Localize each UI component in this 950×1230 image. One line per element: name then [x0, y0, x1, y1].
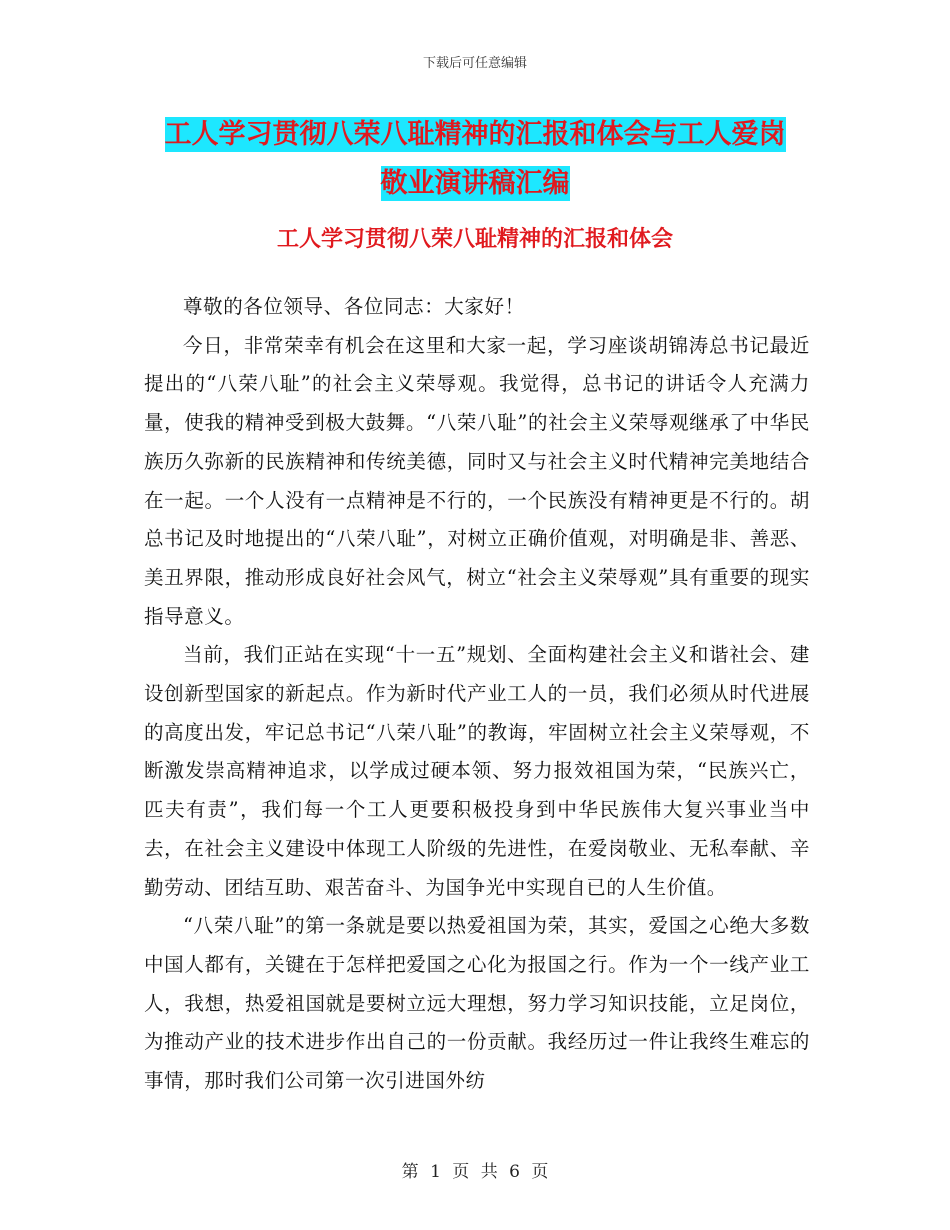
document-title-line-2: 敬业演讲稿汇编 — [380, 168, 570, 199]
page-header-note: 下载后可任意编辑 — [422, 56, 527, 71]
paragraph: “八荣八耻”的第一条就是要以热爱祖国为荣，其实，爱国之心绝大多数中国人都有，关键在于怎样把爱国之心化为报国之行。作为一个一线产业工人，我想，热爱祖国就是要树立远大理想，努力学习知识技能，立足岗位，为推动产业的技术进步作出自己的一份贡献。我经历过一件让我终生难忘的事情，那时我们公司第一次引进国外纺 — [144, 914, 810, 1093]
paragraph: 当前，我们正站在实现“十一五”规划、全面构建社会主义和谐社会、建设创新型国家的新起点。作为新时代产业工人的一员，我们必须从时代进展的高度出发，牢记总书记“八荣八耻”的教诲，牢固树立社会主义荣辱观，不断激发崇高精神追求，以学成过硬本领、努力报效祖国为荣，“民族兴亡，匹夫有责”，我们每一个工人更要积极投身到中华民族伟大复兴事业当中去，在社会主义建设中体现工人阶级的先进性，在爱岗敬业、无私奉献、辛勤劳动、团结互助、艰苦奋斗、为国争光中实现自已的人生价值。 — [144, 643, 810, 899]
page-number-footer: 第 1 页 共 6 页 — [401, 1162, 549, 1182]
document-title — [120, 110, 830, 208]
document-body — [144, 288, 810, 1101]
paragraph: 今日，非常荣幸有机会在这里和大家一起，学习座谈胡锦涛总书记最近提出的“八荣八耻”的社会主义荣辱观。我觉得，总书记的讲话令人充满力量，使我的精神受到极大鼓舞。“八荣八耻”的社会主义荣辱观继承了中华民族历久弥新的民族精神和传统美德，同时又与社会主义时代精神完美地结合在一起。一个人没有一点精神是不行的，一个民族没有精神更是不行的。胡总书记及时地提出的“八荣八耻”，对树立正确价值观，对明确是非、善恶、美丑界限，推动形成良好社会风气，树立“社会主义荣辱观”具有重要的现实指导意义。 — [144, 333, 810, 628]
section-title: 工人学习贯彻八荣八耻精神的汇报和体会 — [276, 227, 673, 252]
document-title-line-1: 工人学习贯彻八荣八耻精神的汇报和体会与工人爱岗 — [164, 119, 786, 150]
paragraph-salutation: 尊敬的各位领导、各位同志：大家好！ — [183, 295, 525, 318]
